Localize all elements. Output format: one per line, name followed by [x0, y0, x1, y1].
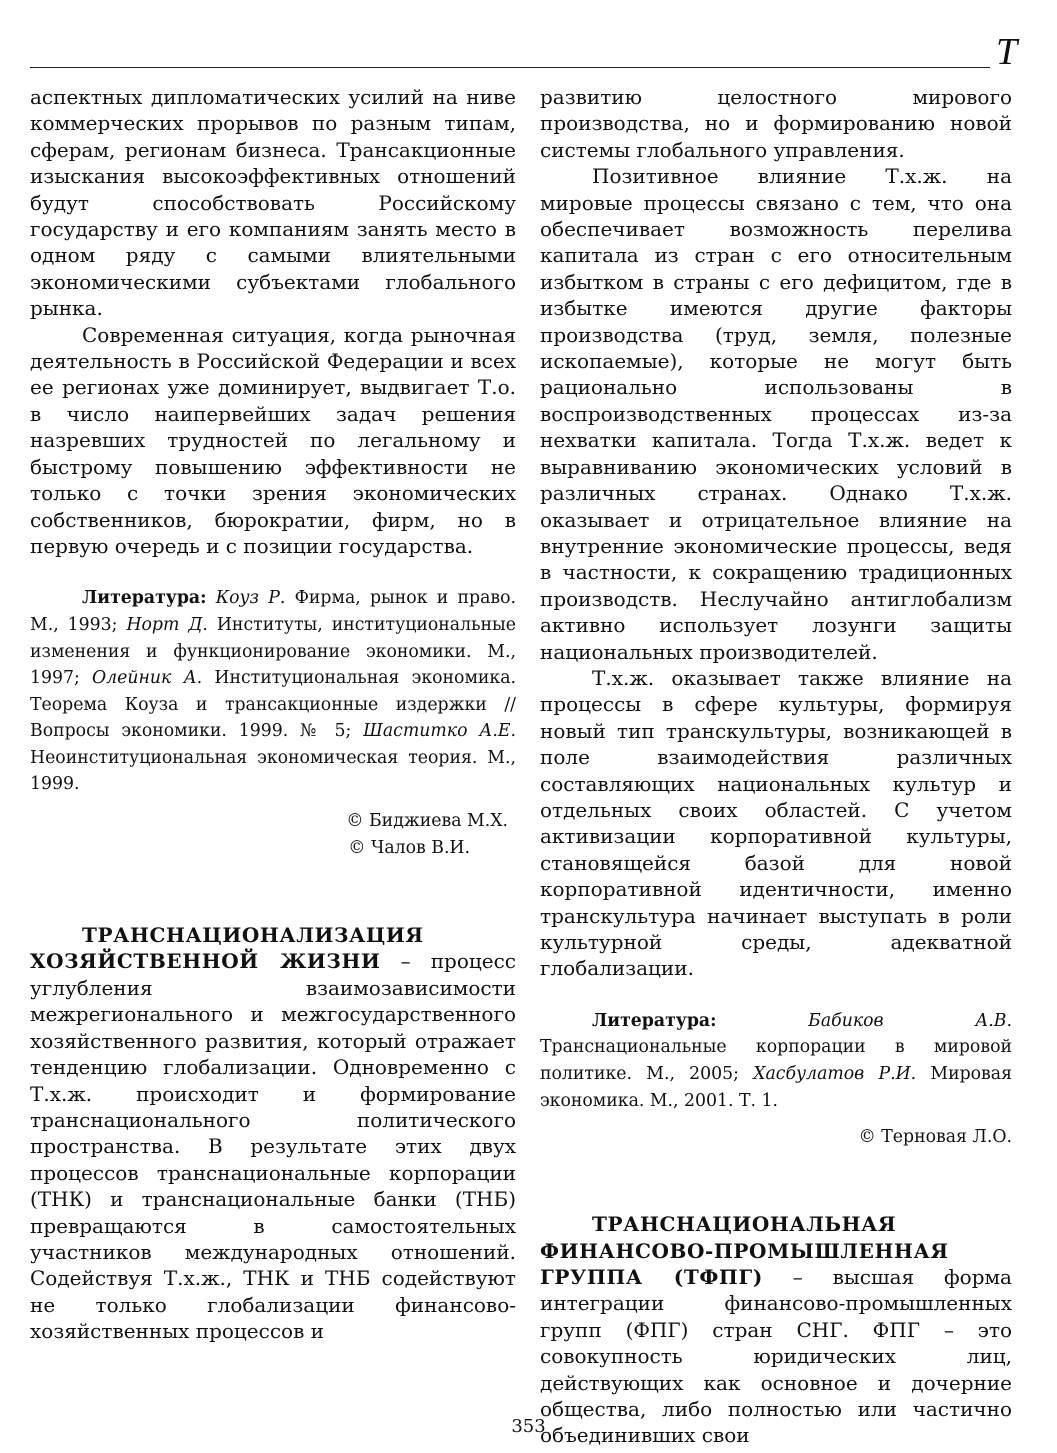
lit-author: Коуз Р. — [215, 588, 286, 609]
lit-author: Шаститко А.Е. — [363, 721, 516, 742]
article-entry — [540, 1211, 1012, 1449]
literature-references — [540, 1008, 1012, 1114]
lit-text: Фирма, рынок и право. М., 1993; — [30, 588, 516, 635]
article-entry — [30, 922, 516, 1345]
lit-text: Институциональная экономика. Теорема Коуза и трансакционные издержки // Вопросы экономики. 1999. № 5; — [30, 668, 516, 742]
article-term: ТРАНСНАЦИОНАЛЬНАЯ ФИНАНСОВО-ПРОМЫШЛЕННАЯ ГРУППА (ТФПГ) — [540, 1212, 949, 1289]
author-signature: © Чалов В.И. — [348, 838, 470, 859]
page-number: 353 — [511, 1416, 546, 1437]
lit-author: Хасбулатов Р.И. — [753, 1064, 917, 1084]
lit-text: Транснациональные корпорации в мировой политике. М., 2005; — [540, 1037, 1012, 1084]
author-signature: © Терновая Л.О. — [858, 1127, 1012, 1148]
paragraph: Позитивное влияние Т.х.ж. на мировые процессы связано с тем, что она обеспечивает возможность перелива капитала из стран с его относительным избытком в страны с его дефицитом, где в избытке имеются другие факторы производства (труд, земля, полезные ископаемые), которые не могут быть рационально использованы в воспроизводственных процессах из-за нехватки капитала. Тогда Т.х.ж. ведет к выравниванию экономических условий в различных странах. Однако Т.х.ж. оказывает и отрицательное влияние на внутренние экономические процессы, ведя в частности, к сокращению традиционных производств. Неслучайно антиглобализм активно использует лозунги защиты национальных производителей. — [540, 164, 1012, 664]
paragraph: аспектных дипломатических усилий на ниве коммерческих прорывов по разным типам, сферам, регионам бизнеса. Трансакционные изыскания высокоэффективных отношений будут способствовать Российскому государству и его компаниям занять место в одном ряду с самыми влиятельными экономическими субъектами глобального рынка. — [30, 85, 516, 321]
lit-text: Мировая экономика. М., 2001. Т. 1. — [540, 1064, 1012, 1111]
literature-references — [30, 585, 516, 798]
article-text: – процесс углубления взаимозависимости межрегионального и межгосударственного хозяйственного развития, который отражает тенденцию глобализации. Одновременно с Т.х.ж. происходит и формирование транснационального политического пространства. В результате этих двух процессов транснациональные корпорации (ТНК) и транснациональные банки (ТНБ) превращаются в самостоятельных участников международных отношений. Содействуя Т.х.ж., ТНК и ТНБ содействуют не только глобализации финансово-хозяйственных процессов и — [30, 949, 516, 1344]
lit-text: Неоинституциональная экономическая теория. М., 1999. — [30, 747, 516, 795]
literature-label: Литература: — [82, 588, 207, 609]
article-text: – высшая форма интеграции финансово-промышленных групп (ФПГ) стран СНГ. ФПГ – это совокупность юридических лиц, действующих как основное и дочерние общества, либо полностью или частично объединивших свои — [540, 1265, 1012, 1448]
literature-label: Литература: — [592, 1010, 717, 1031]
left-column — [30, 84, 516, 1345]
lit-author: Олейник А. — [92, 668, 203, 689]
author-signature: © Биджиева М.Х. — [346, 811, 508, 832]
lit-text: Институты, институциональные изменения и функционирование экономики. М., 1997; — [30, 614, 516, 689]
lit-author: Бабиков А.В. — [808, 1010, 1012, 1031]
article-term: ТРАНСНАЦИОНАЛИЗАЦИЯ ХОЗЯЙСТВЕННОЙ ЖИЗНИ — [30, 923, 424, 974]
section-letter: T — [996, 31, 1018, 73]
paragraph: развитию целостного мирового производства, но и формированию новой системы глобального управления. — [540, 85, 1012, 162]
header-rule — [30, 67, 990, 68]
paragraph: Т.х.ж. оказывает также влияние на процессы в сфере культуры, формируя новый тип транскультуры, возникающей в поле взаимодействия различных составляющих национальных культур и отдельных своих областей. С учетом активизации корпоративной культуры, становящейся базой для новой корпоративной идентичности, именно транскультура начинает выступать в роли культурной среды, адекватной глобализации. — [540, 665, 1012, 981]
right-column — [540, 84, 1012, 1449]
lit-author: Норт Д. — [126, 614, 208, 635]
paragraph: Современная ситуация, когда рыночная деятельность в Российской Федерации и всех ее регионах уже доминирует, выдвигает Т.о. в число наипервейших задач решения назревших трудностей по легальному и быстрому повышению эффективности не только с точки зрения экономических собственников, бюрократии, фирм, но в первую очередь и с позиции государства. — [30, 322, 516, 558]
